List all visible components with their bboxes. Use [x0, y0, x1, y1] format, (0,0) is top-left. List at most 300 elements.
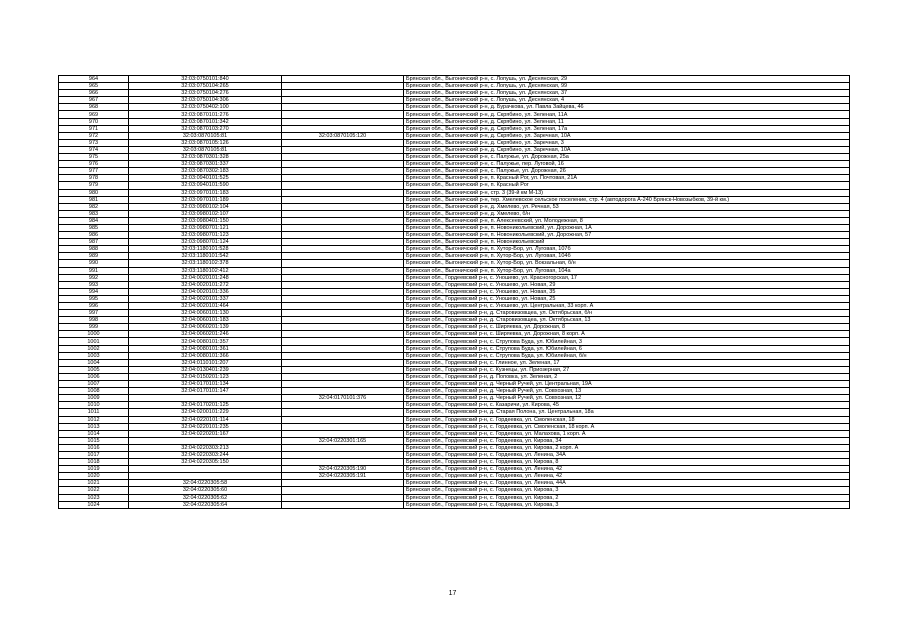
row-number: 987	[59, 239, 129, 246]
cadastral-number: 32:03:1180101:542	[129, 253, 282, 260]
cadastral-number: 32:04:0060201:246	[129, 331, 282, 338]
row-number: 966	[59, 90, 129, 97]
cadastral-number-alt	[282, 118, 404, 125]
cadastral-number: 32:03:0870301:328	[129, 154, 282, 161]
cadastral-number-alt: 32:04:0220305:190	[282, 466, 404, 473]
row-number: 982	[59, 203, 129, 210]
row-number: 995	[59, 295, 129, 302]
table-row	[59, 480, 850, 487]
cadastral-number-alt	[282, 274, 404, 281]
cadastral-number	[129, 466, 282, 473]
cadastral-number-alt	[282, 423, 404, 430]
cadastral-number-alt	[282, 359, 404, 366]
address: Брянская обл., Выгоничский р-н, п. Новоникольевский	[404, 239, 850, 246]
table-row	[59, 175, 850, 182]
cadastral-number: 32:04:0220101:235	[129, 423, 282, 430]
cadastral-number-alt	[282, 409, 404, 416]
table-row	[59, 437, 850, 444]
address: Брянская обл., Гордеевский р-н, с. Гордеевка, ул. Ленина, 42	[404, 466, 850, 473]
row-number: 964	[59, 76, 129, 83]
row-number: 1023	[59, 494, 129, 501]
address: Брянская обл., Выгоничский р-н, тер. Хмелевское сельское поселение, стр. 4 (автодорога А-240 Брянск-Новозыбков, 39-й км.)	[404, 196, 850, 203]
cadastral-number: 32:04:0020101:272	[129, 281, 282, 288]
address: Брянская обл., Выгоничский р-н, д. Скрябино, ул. Заречная, 10А	[404, 132, 850, 139]
cadastral-number: 32:04:0060201:139	[129, 324, 282, 331]
cadastral-number-alt	[282, 352, 404, 359]
address: Брянская обл., Гордеевский р-н, д. Старовизовщеа, ул. Октябрьская, б/н	[404, 310, 850, 317]
table-row	[59, 189, 850, 196]
address: Брянская обл., Выгоничский р-н, д. Скрябино, ул. Зеленая, 11	[404, 118, 850, 125]
row-number: 977	[59, 168, 129, 175]
cadastral-number: 32:03:0980701:124	[129, 239, 282, 246]
table-row	[59, 473, 850, 480]
address: Брянская обл., Гордеевский р-н, с. Уношево, ул. Новая, 25	[404, 295, 850, 302]
address: Брянская обл., Выгоничский р-н, п. Красный Рог	[404, 182, 850, 189]
address: Брянская обл., Гордеевский р-н, с. Казаричи, ул. Кирова, 45	[404, 402, 850, 409]
row-number: 981	[59, 196, 129, 203]
cadastral-number-alt	[282, 402, 404, 409]
cadastral-number: 32:04:0220305:60	[129, 487, 282, 494]
address: Брянская обл., Выгоничский р-н, п. Новоникольевский, ул. Дорожная, 1А	[404, 224, 850, 231]
cadastral-number: 32:03:1180102:412	[129, 267, 282, 274]
row-number: 973	[59, 139, 129, 146]
cadastral-number-alt	[282, 239, 404, 246]
cadastral-number-alt	[282, 288, 404, 295]
table-row	[59, 104, 850, 111]
table-row	[59, 224, 850, 231]
cadastral-number: 32:03:0870101:342	[129, 118, 282, 125]
table-row	[59, 303, 850, 310]
table-row	[59, 139, 850, 146]
row-number: 996	[59, 303, 129, 310]
row-number: 968	[59, 104, 129, 111]
row-number: 999	[59, 324, 129, 331]
address: Брянская обл., Гордеевский р-н, д. Поповка, ул. Зеленая, 2	[404, 373, 850, 380]
address: Брянская обл., Выгоничский р-н, с. Палужье, пер. Луговой, 16	[404, 161, 850, 168]
table-row	[59, 90, 850, 97]
cadastral-number-alt: 32:04:0220305:191	[282, 473, 404, 480]
row-number: 976	[59, 161, 129, 168]
address: Брянская обл., Гордеевский р-н, с. Гордеевка, ул. Кирова, 8	[404, 459, 850, 466]
cadastral-number: 32:03:0870103:270	[129, 125, 282, 132]
address: Брянская обл., Выгоничский р-н, д. Скрябино, ул. Заречная, 10А	[404, 146, 850, 153]
cadastral-number-alt	[282, 196, 404, 203]
table-row	[59, 324, 850, 331]
address: Брянская обл., Гордеевский р-н, с. Гордеевка, ул. Кирова, 3	[404, 501, 850, 508]
row-number: 1019	[59, 466, 129, 473]
table-row	[59, 161, 850, 168]
address: Брянская обл., Выгоничский р-н, д. Скрябино, ул. Заречная, 3	[404, 139, 850, 146]
row-number: 1021	[59, 480, 129, 487]
cadastral-number: 32:03:0750101:840	[129, 76, 282, 83]
row-number: 1012	[59, 416, 129, 423]
table-row	[59, 451, 850, 458]
cadastral-number: 32:03:0870105:126	[129, 139, 282, 146]
address: Брянская обл., Гордеевский р-н, д. Старовизовщеа, ул. Октябрьская, 13	[404, 317, 850, 324]
address: Брянская обл., Выгоничский р-н, д. Хмелево, ул. Речная, 53	[404, 203, 850, 210]
cadastral-number-alt	[282, 494, 404, 501]
row-number: 1020	[59, 473, 129, 480]
cadastral-number: 32:04:0080101:361	[129, 345, 282, 352]
row-number: 986	[59, 232, 129, 239]
row-number: 1016	[59, 444, 129, 451]
cadastral-number-alt	[282, 310, 404, 317]
table-row	[59, 146, 850, 153]
table-row	[59, 267, 850, 274]
cadastral-number: 32:04:0220305:150	[129, 459, 282, 466]
address: Брянская обл., Выгоничский р-н, п. Хутор-Бор, ул. Луговая, 107б	[404, 246, 850, 253]
table-row	[59, 125, 850, 132]
cadastral-number-alt	[282, 487, 404, 494]
cadastral-number-alt	[282, 451, 404, 458]
address: Брянская обл., Гордеевский р-н, д. Черный Ручей, ул. Совхозная, 12	[404, 395, 850, 402]
cadastral-number-alt	[282, 303, 404, 310]
row-number: 990	[59, 260, 129, 267]
cadastral-number-alt	[282, 331, 404, 338]
table-row	[59, 132, 850, 139]
cadastral-number-alt	[282, 83, 404, 90]
cadastral-number: 32:04:0020101:337	[129, 295, 282, 302]
address: Брянская обл., Гордеевский р-н, с. Уношево, ул. Новая, 35	[404, 288, 850, 295]
cadastral-number: 32:03:0870301:337	[129, 161, 282, 168]
table-row	[59, 182, 850, 189]
table-row	[59, 501, 850, 508]
cadastral-number-alt	[282, 232, 404, 239]
table-row	[59, 118, 850, 125]
row-number: 1002	[59, 345, 129, 352]
row-number: 992	[59, 274, 129, 281]
cadastral-number-alt	[282, 324, 404, 331]
row-number: 965	[59, 83, 129, 90]
cadastral-number	[129, 437, 282, 444]
cadastral-number-alt	[282, 317, 404, 324]
row-number: 1007	[59, 381, 129, 388]
address: Брянская обл., Выгоничский р-н, п. Красный Рог, ул. Почтовая, 21А	[404, 175, 850, 182]
address: Брянская обл., Выгоничский р-н, с. Палужье, ул. Дорожная, 26	[404, 168, 850, 175]
cadastral-number: 32:04:0220101:114	[129, 416, 282, 423]
cadastral-number: 32:04:0060101:183	[129, 317, 282, 324]
address: Брянская обл., Гордеевский р-н, с. Гордеевка, ул. Ленина, 34А	[404, 451, 850, 458]
cadastral-number-alt	[282, 154, 404, 161]
cadastral-number-alt	[282, 373, 404, 380]
cadastral-number-alt	[282, 267, 404, 274]
table-row	[59, 76, 850, 83]
address: Брянская обл., Выгоничский р-н, п. Хутор-Бор, ул. Луговая, 104а	[404, 267, 850, 274]
table-row	[59, 253, 850, 260]
table-row	[59, 487, 850, 494]
cadastral-number: 32:03:0870101:276	[129, 111, 282, 118]
cadastral-number-alt	[282, 480, 404, 487]
cadastral-number: 32:03:0980701:121	[129, 224, 282, 231]
cadastral-number-alt	[282, 345, 404, 352]
address: Брянская обл., Гордеевский р-н, с. Струпова Буда, ул. Юбилейная, 3	[404, 338, 850, 345]
cadastral-number-alt: 32:04:0220301:165	[282, 437, 404, 444]
cadastral-number: 32:04:0080101:357	[129, 338, 282, 345]
cadastral-number-alt	[282, 430, 404, 437]
row-number: 1014	[59, 430, 129, 437]
table-row	[59, 409, 850, 416]
cadastral-number-alt	[282, 76, 404, 83]
table-row	[59, 373, 850, 380]
cadastral-number	[129, 473, 282, 480]
table-row	[59, 210, 850, 217]
table-row	[59, 331, 850, 338]
cadastral-number-alt	[282, 459, 404, 466]
cadastral-table	[58, 75, 850, 509]
row-number: 1017	[59, 451, 129, 458]
cadastral-number-alt	[282, 90, 404, 97]
table-row	[59, 97, 850, 104]
address: Брянская обл., Выгоничский р-н, д. Скрябино, ул. Зеленая, 11А	[404, 111, 850, 118]
cadastral-number: 32:03:1180102:378	[129, 260, 282, 267]
cadastral-number-alt	[282, 217, 404, 224]
cadastral-number: 32:04:0170201:125	[129, 402, 282, 409]
cadastral-number: 32:04:0220201:167	[129, 430, 282, 437]
cadastral-number-alt	[282, 189, 404, 196]
table-row	[59, 154, 850, 161]
address: Брянская обл., Гордеевский р-н, д. Черный Ручей, ул. Центральная, 19А	[404, 381, 850, 388]
address: Брянская обл., Гордеевский р-н, с. Гордеевка, ул. Кирова, 34	[404, 437, 850, 444]
cadastral-number: 32:03:1180101:528	[129, 246, 282, 253]
row-number: 978	[59, 175, 129, 182]
address: Брянская обл., Выгоничский р-н, п. Хутор-Бор, ул. Вокзальная, б/н	[404, 260, 850, 267]
cadastral-number: 32:04:0220305:58	[129, 480, 282, 487]
row-number: 970	[59, 118, 129, 125]
cadastral-number: 32:04:0170101:147	[129, 388, 282, 395]
address: Брянская обл., Гордеевский р-н, с. Гордеевка, ул. Смоленская, 18	[404, 416, 850, 423]
row-number: 979	[59, 182, 129, 189]
cadastral-number: 32:04:0220303:213	[129, 444, 282, 451]
row-number: 975	[59, 154, 129, 161]
table-row	[59, 203, 850, 210]
cadastral-number-alt	[282, 104, 404, 111]
table-row	[59, 168, 850, 175]
address: Брянская обл., Выгоничский р-н, с. Лопушь, ул. Деснянская, 37	[404, 90, 850, 97]
cadastral-number: 32:04:0220305:62	[129, 494, 282, 501]
address: Брянская обл., Гордеевский р-н, с. Гордеевка, ул. Малахова, 1 корп. А	[404, 430, 850, 437]
table-row	[59, 260, 850, 267]
row-number: 1022	[59, 487, 129, 494]
table-row	[59, 395, 850, 402]
cadastral-number: 32:03:0940101:590	[129, 182, 282, 189]
address: Брянская обл., Гордеевский р-н, с. Гордеевка, ул. Кирова, 2	[404, 494, 850, 501]
row-number: 1011	[59, 409, 129, 416]
row-number: 971	[59, 125, 129, 132]
row-number: 1006	[59, 373, 129, 380]
table-row	[59, 352, 850, 359]
table-row	[59, 494, 850, 501]
table-row	[59, 281, 850, 288]
table-row	[59, 83, 850, 90]
cadastral-number-alt	[282, 366, 404, 373]
table-row	[59, 338, 850, 345]
address: Брянская обл., Гордеевский р-н, с. Уношево, ул. Красногорская, 17	[404, 274, 850, 281]
address: Брянская обл., Выгоничский р-н, п. Новоникольевский, ул. Дорожная, 57	[404, 232, 850, 239]
table-row	[59, 310, 850, 317]
address: Брянская обл., Гордеевский р-н, с. Гордеевка, ул. Смоленская, 18 корп. А	[404, 423, 850, 430]
cadastral-number: 32:03:0750104:306	[129, 97, 282, 104]
table-row	[59, 366, 850, 373]
cadastral-number-alt	[282, 203, 404, 210]
address: Брянская обл., Гордеевский р-н, с. Уношево, ул. Новая, 29	[404, 281, 850, 288]
cadastral-number-alt: 32:04:0170101:376	[282, 395, 404, 402]
row-number: 1015	[59, 437, 129, 444]
address: Брянская обл., Гордеевский р-н, с. Струпова Буда, ул. Юбилейная, 6	[404, 345, 850, 352]
row-number: 983	[59, 210, 129, 217]
address: Брянская обл., Гордеевский р-н, с. Ширяевка, ул. Дорожная, 8	[404, 324, 850, 331]
cadastral-number: 32:04:0220305:64	[129, 501, 282, 508]
cadastral-number-alt	[282, 182, 404, 189]
row-number: 972	[59, 132, 129, 139]
address: Брянская обл., Выгоничский р-н, с. Лопушь, ул. Деснянская, 4	[404, 97, 850, 104]
address: Брянская обл., Гордеевский р-н, с. Глинное, ул. Зеленая, 17	[404, 359, 850, 366]
table-row	[59, 430, 850, 437]
cadastral-number-alt: 32:03:0870105:120	[282, 132, 404, 139]
row-number: 994	[59, 288, 129, 295]
row-number: 991	[59, 267, 129, 274]
cadastral-number	[129, 395, 282, 402]
address: Брянская обл., Гордеевский р-н, с. Гордеевка, ул. Ленина, 42	[404, 473, 850, 480]
cadastral-number: 32:03:0750104:276	[129, 90, 282, 97]
row-number: 1008	[59, 388, 129, 395]
table-row	[59, 459, 850, 466]
address: Брянская обл., Гордеевский р-н, д. Старая Полона, ул. Центральная, 18а	[404, 409, 850, 416]
address: Брянская обл., Гордеевский р-н, с. Гордеевка, ул. Кирова, 2 корп. А	[404, 444, 850, 451]
table-row	[59, 288, 850, 295]
row-number: 998	[59, 317, 129, 324]
cadastral-number-alt	[282, 161, 404, 168]
table-row	[59, 111, 850, 118]
cadastral-number-alt	[282, 281, 404, 288]
cadastral-number-alt	[282, 146, 404, 153]
cadastral-number-alt	[282, 388, 404, 395]
cadastral-number-alt	[282, 111, 404, 118]
row-number: 1018	[59, 459, 129, 466]
row-number: 985	[59, 224, 129, 231]
table-row	[59, 246, 850, 253]
cadastral-number: 32:03:0970101:183	[129, 189, 282, 196]
address: Брянская обл., Гордеевский р-н, с. Ширяевка, ул. Дорожная, 8 корп. А	[404, 331, 850, 338]
address: Брянская обл., Выгоничский р-н, с. Лопушь, ул. Деснянская, 29	[404, 76, 850, 83]
address: Брянская обл., Гордеевский р-н, д. Черный Ручей, ул. Совхозная, 13	[404, 388, 850, 395]
table-row	[59, 359, 850, 366]
cadastral-number-alt	[282, 295, 404, 302]
row-number: 1004	[59, 359, 129, 366]
table-row	[59, 416, 850, 423]
row-number: 974	[59, 146, 129, 153]
cadastral-number-alt	[282, 224, 404, 231]
cadastral-number-alt	[282, 210, 404, 217]
cadastral-number: 32:03:0980102:104	[129, 203, 282, 210]
row-number: 1000	[59, 331, 129, 338]
row-number: 1013	[59, 423, 129, 430]
cadastral-number-alt	[282, 260, 404, 267]
address: Брянская обл., Гордеевский р-н, с. Гордеевка, ул. Ленина, 44А	[404, 480, 850, 487]
address: Брянская обл., Гордеевский р-н, с. Гордеевка, ул. Кирова, 3	[404, 487, 850, 494]
cadastral-number: 32:04:0150201:123	[129, 373, 282, 380]
table-row	[59, 466, 850, 473]
row-number: 988	[59, 246, 129, 253]
row-number: 1001	[59, 338, 129, 345]
cadastral-number-alt	[282, 416, 404, 423]
cadastral-number-alt	[282, 381, 404, 388]
cadastral-number: 32:04:0200101:229	[129, 409, 282, 416]
cadastral-number: 32:04:0080101:366	[129, 352, 282, 359]
row-number: 997	[59, 310, 129, 317]
row-number: 989	[59, 253, 129, 260]
cadastral-number-alt	[282, 246, 404, 253]
address: Брянская обл., Выгоничский р-н, д. Скрябино, ул. Зеленая, 17а	[404, 125, 850, 132]
table-row	[59, 274, 850, 281]
table-row	[59, 388, 850, 395]
address: Брянская обл., Выгоничский р-н, с. Лопушь, ул. Деснянская, 99	[404, 83, 850, 90]
row-number: 1009	[59, 395, 129, 402]
address: Брянская обл., Выгоничский р-н, стр. 3 (39-й км М-13)	[404, 189, 850, 196]
cadastral-number: 32:03:0870302:183	[129, 168, 282, 175]
table-row	[59, 317, 850, 324]
cadastral-number: 32:03:0750402:100	[129, 104, 282, 111]
row-number: 980	[59, 189, 129, 196]
address: Брянская обл., Выгоничский р-н, д. Хмелево, б/н	[404, 210, 850, 217]
cadastral-number-alt	[282, 168, 404, 175]
row-number: 1024	[59, 501, 129, 508]
row-number: 993	[59, 281, 129, 288]
cadastral-number: 32:03:0940101:525	[129, 175, 282, 182]
cadastral-number: 32:03:0980102:107	[129, 210, 282, 217]
cadastral-number-alt	[282, 338, 404, 345]
cadastral-number: 32:03:0980401:150	[129, 217, 282, 224]
table-row	[59, 423, 850, 430]
address: Брянская обл., Выгоничский р-н, д. Бурачкова, ул. Павла Зайцева, 46	[404, 104, 850, 111]
cadastral-number: 32:04:0060101:130	[129, 310, 282, 317]
cadastral-number-alt	[282, 175, 404, 182]
row-number: 1005	[59, 366, 129, 373]
cadastral-number: 32:03:0970101:189	[129, 196, 282, 203]
cadastral-number-alt	[282, 253, 404, 260]
row-number: 1003	[59, 352, 129, 359]
table-row	[59, 381, 850, 388]
table-row	[59, 345, 850, 352]
cadastral-number: 32:04:0020101:336	[129, 288, 282, 295]
cadastral-number: 32:04:0220303:244	[129, 451, 282, 458]
row-number: 969	[59, 111, 129, 118]
table-body	[59, 76, 850, 509]
cadastral-number-alt	[282, 139, 404, 146]
address: Брянская обл., Гордеевский р-н, с. Струпова Буда, ул. Юбилейная, б/н	[404, 352, 850, 359]
address: Брянская обл., Выгоничский р-н, п. Алексеевский, ул. Молодежная, 8	[404, 217, 850, 224]
cadastral-number: 32:04:0020101:248	[129, 274, 282, 281]
row-number: 984	[59, 217, 129, 224]
cadastral-number-alt	[282, 444, 404, 451]
table-row	[59, 295, 850, 302]
cadastral-number: 32:04:0130401:239	[129, 366, 282, 373]
table-row	[59, 232, 850, 239]
address: Брянская обл., Гордеевский р-н, с. Кузнецы, ул. Приозерная, 27	[404, 366, 850, 373]
cadastral-number-alt	[282, 97, 404, 104]
row-number: 967	[59, 97, 129, 104]
table-row	[59, 402, 850, 409]
cadastral-number: 32:04:0110101:207	[129, 359, 282, 366]
table-row	[59, 196, 850, 203]
cadastral-number: 32:03:0980701:123	[129, 232, 282, 239]
cadastral-number-alt	[282, 125, 404, 132]
table-row	[59, 444, 850, 451]
cadastral-number: 32:03:0870105:81	[129, 146, 282, 153]
row-number: 1010	[59, 402, 129, 409]
address: Брянская обл., Выгоничский р-н, п. Хутор-Бор, ул. Луговая, 104б	[404, 253, 850, 260]
table-row	[59, 239, 850, 246]
cadastral-number: 32:03:0870105:81	[129, 132, 282, 139]
